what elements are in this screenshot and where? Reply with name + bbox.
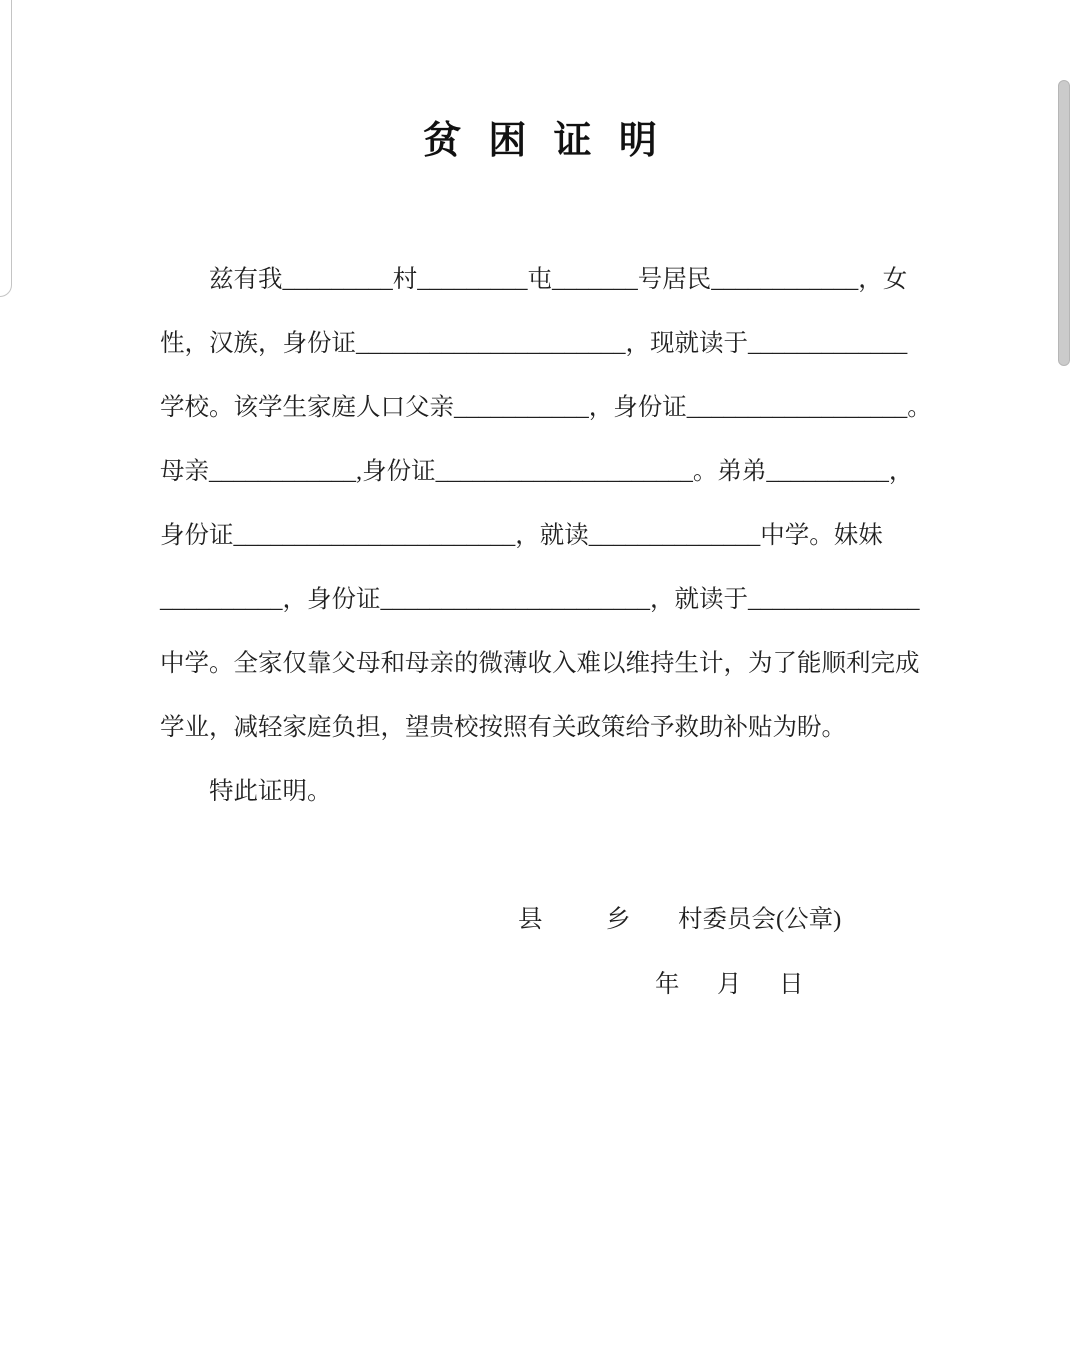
- body-line: 学业，减轻家庭负担，望贵校按照有关政策给予救助补贴为盼。: [160, 714, 846, 741]
- body-line: 母亲____________,身份证_____________________。弟弟__________，: [160, 458, 914, 485]
- date-month: 月: [717, 971, 742, 998]
- signature-township: 乡: [606, 906, 631, 933]
- body-line: 中学。全家仅靠父母和母亲的微薄收入难以维持生计，为了能顺利完成: [160, 650, 920, 677]
- date-year: 年: [655, 971, 680, 998]
- certificate-body: [160, 248, 940, 824]
- body-line: __________，身份证______________________，就读于______________: [160, 586, 920, 613]
- signature-committee-seal: 村委员会(公章): [678, 906, 842, 933]
- date-day: 日: [779, 971, 804, 998]
- signature-county: 县: [518, 906, 543, 933]
- body-line: 性，汉族，身份证______________________，现就读于_____________: [160, 330, 908, 357]
- document-title: 贫 困 证 明: [423, 118, 664, 162]
- body-line: 身份证_______________________，就读______________中学。妹妹: [160, 522, 883, 549]
- body-line: 兹有我_________村_________屯_______号居民____________，女: [209, 266, 908, 293]
- closing-line: 特此证明。: [209, 778, 332, 805]
- body-line: 学校。该学生家庭人口父亲___________，身份证__________________。: [160, 394, 932, 421]
